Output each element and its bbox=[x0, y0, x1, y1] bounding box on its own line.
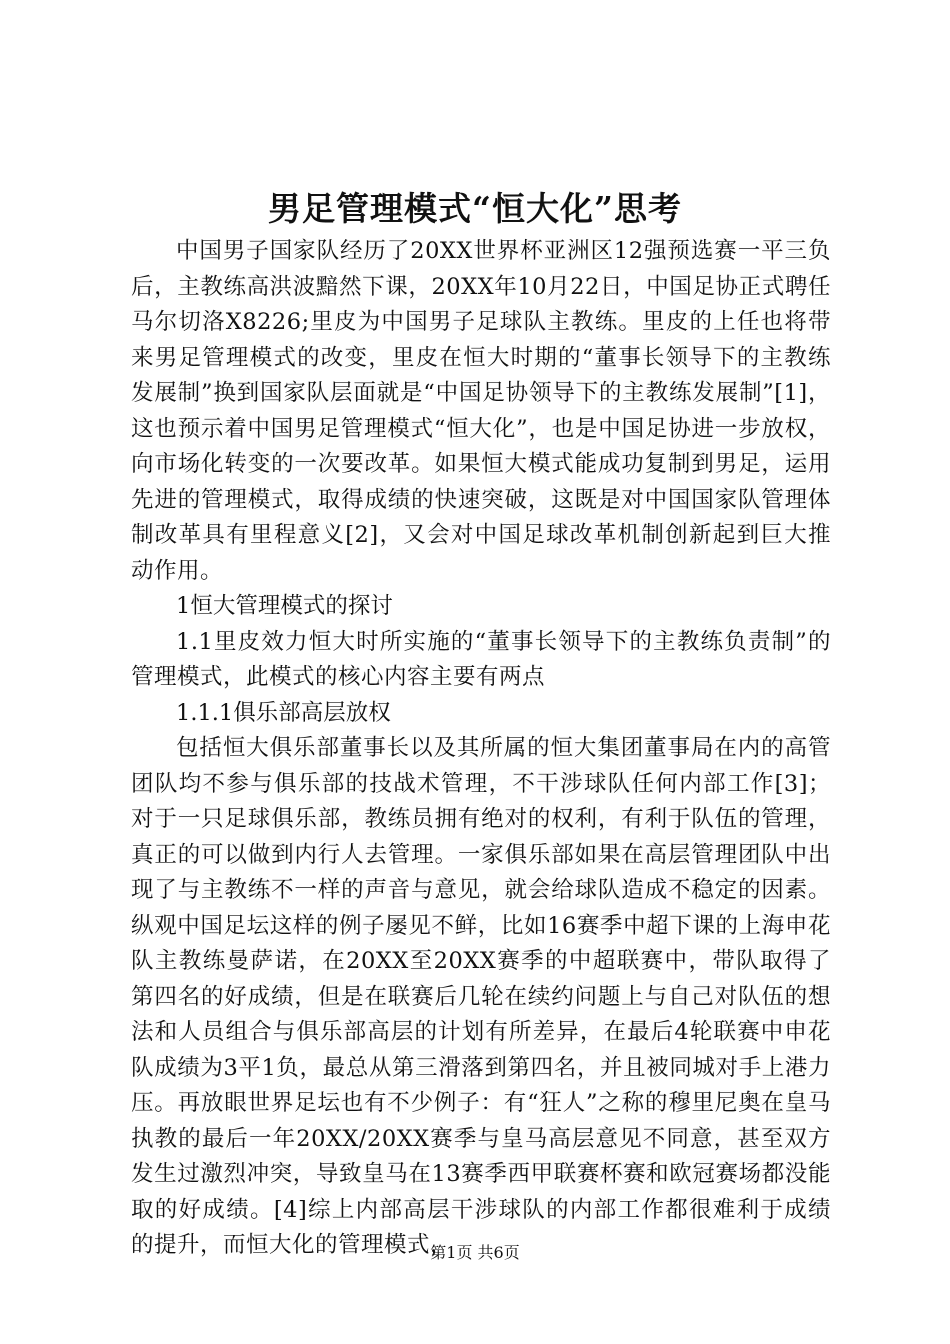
document-title: 男足管理模式“恒大化”思考 bbox=[268, 189, 682, 228]
page-footer: 第1页 共6页 bbox=[430, 1243, 520, 1262]
intro-paragraph: 中国男子国家队经历了20XX世界杯亚洲区12强预选赛一平三负后，主教练高洪波黯然下课，20XX年10月22日，中国足协正式聘任马尔切洛X8226;里皮为中国男子足球队主教练。里皮的上任也将带来男足管理模式的改变，里皮在恒大时期的“董事长领导下的主教练发展制”换到国家队层面就是“中国足协领导下的主教练发展制”[1]，这也预示着中国男足管理模式“恒大化”，也是中国足协进一步放权，向市场化转变的一次要改革。如果恒大模式能成功复制到男足，运用先进的管理模式，取得成绩的快速突破，这既是对中国国家队管理体制改革具有里程意义[2]，又会对中国足球改革机制创新起到巨大推动作用。 bbox=[131, 238, 831, 584]
section-heading-1-1: 1.1里皮效力恒大时所实施的“董事长领导下的主教练负责制”的管理模式，此模式的核心内容主要有两点 bbox=[131, 628, 831, 690]
body-paragraph: 包括恒大俱乐部董事长以及其所属的恒大集团董事局在内的高管团队均不参与俱乐部的技战术管理，不干涉球队任何内部工作[3]；对于一只足球俱乐部，教练员拥有绝对的权利，有利于队伍的管理，真正的可以做到内行人去管理。一家俱乐部如果在高层管理团队中出现了与主教练不一样的声音与意见，就会给球队造成不稳定的因素。纵观中国足坛这样的例子屡见不鲜，比如16赛季中超下课的上海申花队主教练曼萨诺，在20XX至20XX赛季的中超联赛中，带队取得了第四名的好成绩，但是在联赛后几轮在续约问题上与自己对队伍的想法和人员组合与俱乐部高层的计划有所差异，在最后4轮联赛中申花队成绩为3平1负，最总从第三滑落到第四名，并且被同城对手上港力压。再放眼世界足坛也有不少例子：有“狂人”之称的穆里尼奥在皇马执教的最后一年20XX/20XX赛季与皇马高层意见不同意，甚至双方发生过激烈冲突，导致皇马在13赛季西甲联赛杯赛和欧冠赛场都没能取的好成绩。[4]综上内部高层干涉球队的内部工作都很难利于成绩的提升，而恒大化的管理模式， bbox=[131, 735, 831, 1258]
section-heading-1-1-1: 1.1.1俱乐部高层放权 bbox=[176, 699, 391, 726]
document-body bbox=[131, 234, 831, 1264]
section-heading-1: 1恒大管理模式的探讨 bbox=[176, 593, 393, 619]
